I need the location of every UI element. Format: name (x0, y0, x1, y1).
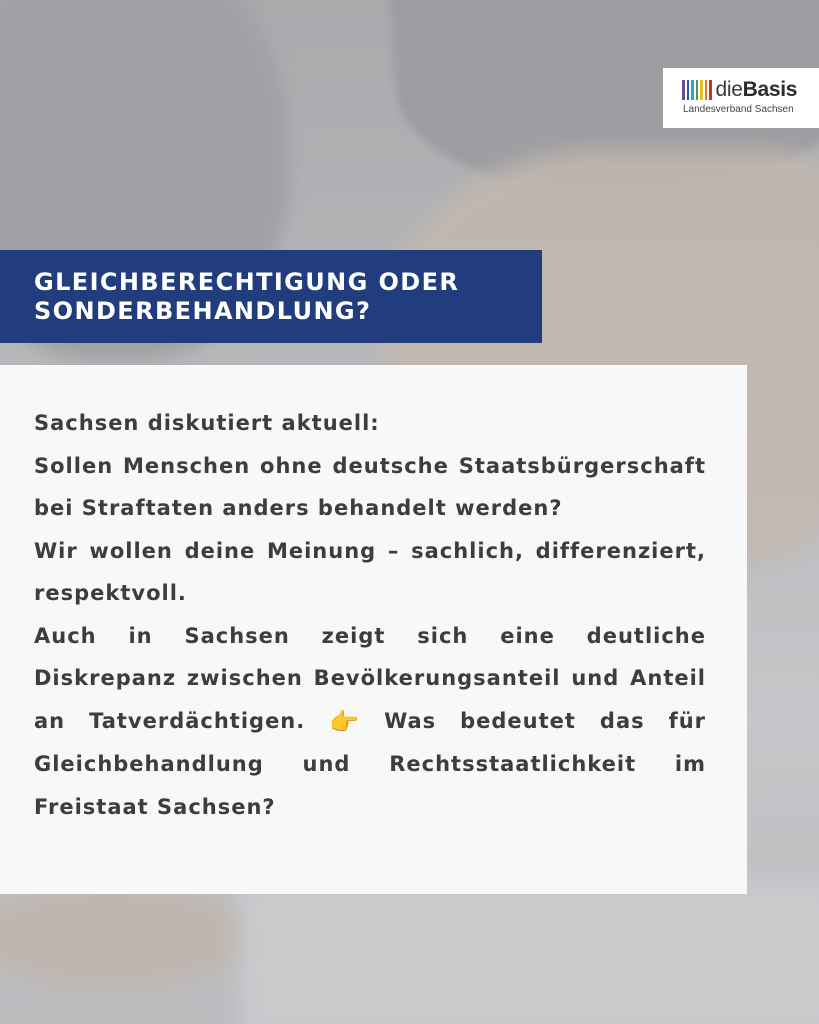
title-banner (0, 250, 542, 343)
page-title (34, 268, 542, 326)
logo-bar (682, 80, 685, 100)
title-line-1: GLEICHBERECHTIGUNG ODER (34, 268, 460, 296)
logo-bar (696, 80, 699, 100)
pointing-hand-icon: 👉 (329, 707, 361, 736)
logo-name-bold: Basis (742, 78, 798, 101)
logo-bar (705, 80, 708, 100)
logo-bar (700, 80, 703, 100)
logo-bar (687, 80, 690, 100)
logo-bar (691, 80, 694, 100)
discrepancy-text: Auch in Sachsen zeigt sich eine deutliche Diskrepanz zwischen Bevölkerungsanteil und Anteil an Tatverdächtigen. (34, 623, 706, 733)
logo-bar (709, 80, 712, 100)
intro-paragraph: Sachsen diskutiert aktuell: (34, 411, 380, 435)
diebasis-logo (663, 68, 819, 128)
logo-wordmark (716, 78, 798, 102)
logo-name-light: die (715, 78, 743, 101)
opinion-paragraph: Wir wollen deine Meinung – sachlich, differenziert, respektvoll. (34, 538, 706, 605)
discrepancy-paragraph (34, 615, 706, 829)
logo-color-bars (682, 80, 712, 100)
question-paragraph: Sollen Menschen ohne deutsche Staatsbürgerschaft bei Straftaten anders behandelt werden? (34, 453, 706, 520)
text-card (0, 365, 747, 894)
closing-question-text: Was bedeutet das für Gleichbehandlung und Rechtsstaatlichkeit im Freistaat Sachsen? (34, 708, 707, 819)
logo-subtitle: Landesverband Sachsen (683, 104, 794, 115)
title-line-2: SONDERBEHANDLUNG? (34, 297, 372, 325)
